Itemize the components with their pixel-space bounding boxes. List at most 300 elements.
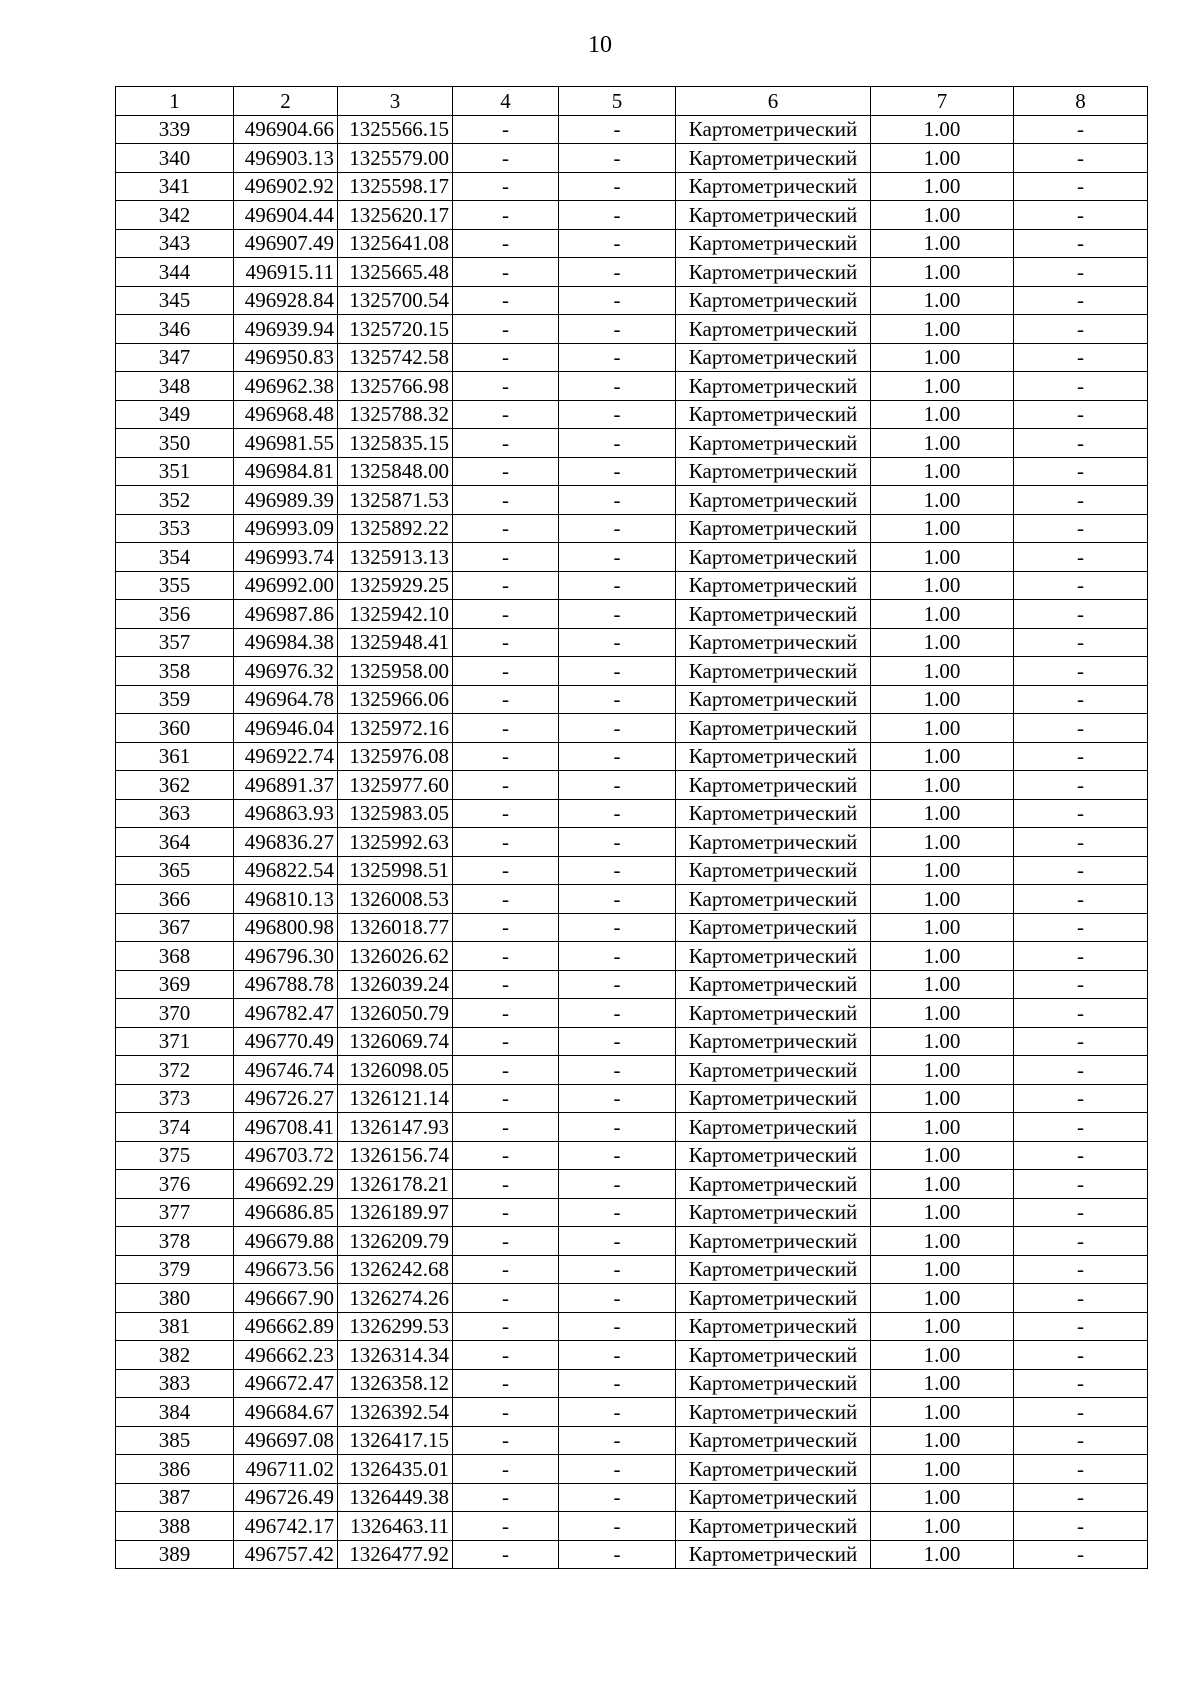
column-5-value-cell: - — [559, 628, 676, 657]
table-row — [116, 372, 1148, 401]
column-5-value-cell: - — [559, 828, 676, 857]
column-8-value-cell: - — [1014, 486, 1148, 515]
method-cell: Картометрический — [676, 1027, 871, 1056]
column-8-value-cell: - — [1014, 1312, 1148, 1341]
column-4-value-cell: - — [453, 486, 559, 515]
table-row — [116, 258, 1148, 287]
precision-cell: 1.00 — [871, 1027, 1014, 1056]
coordinate-y-cell: 1326435.01 — [338, 1455, 453, 1484]
table-row — [116, 771, 1148, 800]
table-row — [116, 1056, 1148, 1085]
coordinate-x-cell: 496981.55 — [234, 429, 338, 458]
column-4-value-cell: - — [453, 514, 559, 543]
method-cell: Картометрический — [676, 771, 871, 800]
method-cell: Картометрический — [676, 1312, 871, 1341]
table-row — [116, 1284, 1148, 1313]
method-cell: Картометрический — [676, 685, 871, 714]
column-4-value-cell: - — [453, 286, 559, 315]
column-8-value-cell: - — [1014, 429, 1148, 458]
point-number-cell: 352 — [116, 486, 234, 515]
point-number-cell: 347 — [116, 343, 234, 372]
point-number-cell: 345 — [116, 286, 234, 315]
table-row — [116, 600, 1148, 629]
column-8-value-cell: - — [1014, 970, 1148, 999]
coordinate-y-cell: 1325665.48 — [338, 258, 453, 287]
column-4-value-cell: - — [453, 1312, 559, 1341]
method-cell: Картометрический — [676, 286, 871, 315]
point-number-cell: 377 — [116, 1198, 234, 1227]
coordinate-x-cell: 496662.23 — [234, 1341, 338, 1370]
column-header: 6 — [676, 87, 871, 116]
coordinate-x-cell: 496907.49 — [234, 229, 338, 258]
column-5-value-cell: - — [559, 315, 676, 344]
table-row — [116, 628, 1148, 657]
table-row — [116, 429, 1148, 458]
table-row — [116, 856, 1148, 885]
column-5-value-cell: - — [559, 1255, 676, 1284]
page-number: 10 — [588, 32, 612, 58]
table-row — [116, 714, 1148, 743]
coordinate-y-cell: 1326463.11 — [338, 1512, 453, 1541]
method-cell: Картометрический — [676, 657, 871, 686]
coordinate-y-cell: 1325620.17 — [338, 201, 453, 230]
point-number-cell: 351 — [116, 457, 234, 486]
precision-cell: 1.00 — [871, 1170, 1014, 1199]
coordinate-y-cell: 1325977.60 — [338, 771, 453, 800]
coordinate-y-cell: 1326449.38 — [338, 1483, 453, 1512]
point-number-cell: 340 — [116, 144, 234, 173]
table-row — [116, 1170, 1148, 1199]
coordinate-y-cell: 1325579.00 — [338, 144, 453, 173]
table-row — [116, 885, 1148, 914]
column-8-value-cell: - — [1014, 1284, 1148, 1313]
precision-cell: 1.00 — [871, 628, 1014, 657]
coordinate-x-cell: 496984.38 — [234, 628, 338, 657]
point-number-cell: 362 — [116, 771, 234, 800]
method-cell: Картометрический — [676, 372, 871, 401]
coordinate-y-cell: 1325929.25 — [338, 571, 453, 600]
column-8-value-cell: - — [1014, 258, 1148, 287]
method-cell: Картометрический — [676, 1341, 871, 1370]
table-row — [116, 115, 1148, 144]
column-5-value-cell: - — [559, 1540, 676, 1569]
column-5-value-cell: - — [559, 400, 676, 429]
table-row — [116, 999, 1148, 1028]
coordinate-y-cell: 1325720.15 — [338, 315, 453, 344]
precision-cell: 1.00 — [871, 400, 1014, 429]
column-5-value-cell: - — [559, 1084, 676, 1113]
column-5-value-cell: - — [559, 1369, 676, 1398]
column-5-value-cell: - — [559, 685, 676, 714]
method-cell: Картометрический — [676, 1141, 871, 1170]
column-4-value-cell: - — [453, 685, 559, 714]
method-cell: Картометрический — [676, 913, 871, 942]
coordinate-y-cell: 1325766.98 — [338, 372, 453, 401]
table-row — [116, 742, 1148, 771]
column-8-value-cell: - — [1014, 913, 1148, 942]
point-number-cell: 356 — [116, 600, 234, 629]
point-number-cell: 354 — [116, 543, 234, 572]
precision-cell: 1.00 — [871, 457, 1014, 486]
column-8-value-cell: - — [1014, 372, 1148, 401]
coordinate-x-cell: 496976.32 — [234, 657, 338, 686]
column-4-value-cell: - — [453, 1056, 559, 1085]
point-number-cell: 386 — [116, 1455, 234, 1484]
table-row — [116, 942, 1148, 971]
coordinate-y-cell: 1325983.05 — [338, 799, 453, 828]
method-cell: Картометрический — [676, 885, 871, 914]
column-4-value-cell: - — [453, 970, 559, 999]
coordinate-x-cell: 496788.78 — [234, 970, 338, 999]
point-number-cell: 369 — [116, 970, 234, 999]
point-number-cell: 382 — [116, 1341, 234, 1370]
point-number-cell: 379 — [116, 1255, 234, 1284]
table-row — [116, 457, 1148, 486]
table-row — [116, 1540, 1148, 1569]
column-4-value-cell: - — [453, 628, 559, 657]
column-4-value-cell: - — [453, 1426, 559, 1455]
table-row — [116, 1027, 1148, 1056]
column-8-value-cell: - — [1014, 657, 1148, 686]
column-5-value-cell: - — [559, 1398, 676, 1427]
precision-cell: 1.00 — [871, 1398, 1014, 1427]
column-4-value-cell: - — [453, 1141, 559, 1170]
method-cell: Картометрический — [676, 486, 871, 515]
column-8-value-cell: - — [1014, 457, 1148, 486]
column-4-value-cell: - — [453, 828, 559, 857]
coordinate-x-cell: 496770.49 — [234, 1027, 338, 1056]
coordinate-y-cell: 1326299.53 — [338, 1312, 453, 1341]
precision-cell: 1.00 — [871, 856, 1014, 885]
column-4-value-cell: - — [453, 942, 559, 971]
column-5-value-cell: - — [559, 144, 676, 173]
column-8-value-cell: - — [1014, 1369, 1148, 1398]
column-4-value-cell: - — [453, 571, 559, 600]
coordinate-x-cell: 496782.47 — [234, 999, 338, 1028]
coordinate-y-cell: 1325835.15 — [338, 429, 453, 458]
column-8-value-cell: - — [1014, 1455, 1148, 1484]
column-4-value-cell: - — [453, 229, 559, 258]
coordinate-x-cell: 496742.17 — [234, 1512, 338, 1541]
column-header: 2 — [234, 87, 338, 116]
column-5-value-cell: - — [559, 571, 676, 600]
column-5-value-cell: - — [559, 201, 676, 230]
precision-cell: 1.00 — [871, 1255, 1014, 1284]
column-8-value-cell: - — [1014, 828, 1148, 857]
method-cell: Картометрический — [676, 600, 871, 629]
coordinate-x-cell: 496810.13 — [234, 885, 338, 914]
column-5-value-cell: - — [559, 1312, 676, 1341]
coordinate-x-cell: 496667.90 — [234, 1284, 338, 1313]
column-4-value-cell: - — [453, 856, 559, 885]
coordinate-y-cell: 1325998.51 — [338, 856, 453, 885]
coordinate-y-cell: 1325598.17 — [338, 172, 453, 201]
precision-cell: 1.00 — [871, 514, 1014, 543]
precision-cell: 1.00 — [871, 201, 1014, 230]
coordinate-y-cell: 1325958.00 — [338, 657, 453, 686]
coordinate-y-cell: 1326242.68 — [338, 1255, 453, 1284]
column-4-value-cell: - — [453, 999, 559, 1028]
table-row — [116, 1426, 1148, 1455]
table-row — [116, 913, 1148, 942]
column-8-value-cell: - — [1014, 799, 1148, 828]
coordinate-x-cell: 496922.74 — [234, 742, 338, 771]
coordinate-y-cell: 1326156.74 — [338, 1141, 453, 1170]
column-5-value-cell: - — [559, 885, 676, 914]
column-8-value-cell: - — [1014, 1341, 1148, 1370]
precision-cell: 1.00 — [871, 742, 1014, 771]
column-header: 5 — [559, 87, 676, 116]
point-number-cell: 346 — [116, 315, 234, 344]
point-number-cell: 371 — [116, 1027, 234, 1056]
method-cell: Картометрический — [676, 1255, 871, 1284]
point-number-cell: 358 — [116, 657, 234, 686]
method-cell: Картометрический — [676, 742, 871, 771]
point-number-cell: 388 — [116, 1512, 234, 1541]
coordinate-y-cell: 1325566.15 — [338, 115, 453, 144]
coordinate-y-cell: 1325992.63 — [338, 828, 453, 857]
coordinate-x-cell: 496992.00 — [234, 571, 338, 600]
method-cell: Картометрический — [676, 343, 871, 372]
precision-cell: 1.00 — [871, 913, 1014, 942]
coordinate-x-cell: 496993.09 — [234, 514, 338, 543]
precision-cell: 1.00 — [871, 1540, 1014, 1569]
point-number-cell: 389 — [116, 1540, 234, 1569]
precision-cell: 1.00 — [871, 1056, 1014, 1085]
precision-cell: 1.00 — [871, 1512, 1014, 1541]
column-8-value-cell: - — [1014, 742, 1148, 771]
coordinate-x-cell: 496939.94 — [234, 315, 338, 344]
column-header: 4 — [453, 87, 559, 116]
column-8-value-cell: - — [1014, 315, 1148, 344]
column-5-value-cell: - — [559, 486, 676, 515]
coordinate-y-cell: 1325892.22 — [338, 514, 453, 543]
column-8-value-cell: - — [1014, 286, 1148, 315]
column-5-value-cell: - — [559, 856, 676, 885]
coordinate-y-cell: 1325700.54 — [338, 286, 453, 315]
column-4-value-cell: - — [453, 913, 559, 942]
column-4-value-cell: - — [453, 201, 559, 230]
method-cell: Картометрический — [676, 1426, 871, 1455]
column-8-value-cell: - — [1014, 1056, 1148, 1085]
method-cell: Картометрический — [676, 1284, 871, 1313]
table-row — [116, 1341, 1148, 1370]
precision-cell: 1.00 — [871, 343, 1014, 372]
coordinate-y-cell: 1326050.79 — [338, 999, 453, 1028]
column-4-value-cell: - — [453, 1084, 559, 1113]
column-5-value-cell: - — [559, 372, 676, 401]
column-5-value-cell: - — [559, 115, 676, 144]
method-cell: Картометрический — [676, 315, 871, 344]
method-cell: Картометрический — [676, 1398, 871, 1427]
column-5-value-cell: - — [559, 1198, 676, 1227]
column-5-value-cell: - — [559, 514, 676, 543]
coordinate-x-cell: 496746.74 — [234, 1056, 338, 1085]
method-cell: Картометрический — [676, 400, 871, 429]
point-number-cell: 355 — [116, 571, 234, 600]
point-number-cell: 384 — [116, 1398, 234, 1427]
column-4-value-cell: - — [453, 343, 559, 372]
point-number-cell: 348 — [116, 372, 234, 401]
method-cell: Картометрический — [676, 258, 871, 287]
column-8-value-cell: - — [1014, 1255, 1148, 1284]
precision-cell: 1.00 — [871, 657, 1014, 686]
coordinate-x-cell: 496703.72 — [234, 1141, 338, 1170]
column-4-value-cell: - — [453, 1455, 559, 1484]
precision-cell: 1.00 — [871, 1312, 1014, 1341]
precision-cell: 1.00 — [871, 942, 1014, 971]
method-cell: Картометрический — [676, 1455, 871, 1484]
column-4-value-cell: - — [453, 457, 559, 486]
column-8-value-cell: - — [1014, 1198, 1148, 1227]
table-row — [116, 970, 1148, 999]
precision-cell: 1.00 — [871, 600, 1014, 629]
method-cell: Картометрический — [676, 999, 871, 1028]
precision-cell: 1.00 — [871, 1084, 1014, 1113]
table-row — [116, 229, 1148, 258]
coordinate-x-cell: 496903.13 — [234, 144, 338, 173]
method-cell: Картометрический — [676, 172, 871, 201]
point-number-cell: 366 — [116, 885, 234, 914]
precision-cell: 1.00 — [871, 1426, 1014, 1455]
column-8-value-cell: - — [1014, 201, 1148, 230]
column-8-value-cell: - — [1014, 1398, 1148, 1427]
coordinate-y-cell: 1326178.21 — [338, 1170, 453, 1199]
coordinate-x-cell: 496684.67 — [234, 1398, 338, 1427]
column-8-value-cell: - — [1014, 1027, 1148, 1056]
point-number-cell: 360 — [116, 714, 234, 743]
coordinate-y-cell: 1325788.32 — [338, 400, 453, 429]
point-number-cell: 387 — [116, 1483, 234, 1512]
column-4-value-cell: - — [453, 400, 559, 429]
precision-cell: 1.00 — [871, 1227, 1014, 1256]
coordinate-x-cell: 496662.89 — [234, 1312, 338, 1341]
column-5-value-cell: - — [559, 1113, 676, 1142]
precision-cell: 1.00 — [871, 828, 1014, 857]
column-5-value-cell: - — [559, 657, 676, 686]
table-row — [116, 144, 1148, 173]
method-cell: Картометрический — [676, 628, 871, 657]
method-cell: Картометрический — [676, 457, 871, 486]
method-cell: Картометрический — [676, 229, 871, 258]
point-number-cell: 383 — [116, 1369, 234, 1398]
column-5-value-cell: - — [559, 742, 676, 771]
column-8-value-cell: - — [1014, 685, 1148, 714]
coordinate-x-cell: 496672.47 — [234, 1369, 338, 1398]
column-8-value-cell: - — [1014, 571, 1148, 600]
point-number-cell: 361 — [116, 742, 234, 771]
coordinate-y-cell: 1326121.14 — [338, 1084, 453, 1113]
method-cell: Картометрический — [676, 828, 871, 857]
method-cell: Картометрический — [676, 429, 871, 458]
point-number-cell: 357 — [116, 628, 234, 657]
coordinate-y-cell: 1326417.15 — [338, 1426, 453, 1455]
coordinate-y-cell: 1326018.77 — [338, 913, 453, 942]
column-4-value-cell: - — [453, 315, 559, 344]
column-5-value-cell: - — [559, 600, 676, 629]
coordinate-x-cell: 496950.83 — [234, 343, 338, 372]
column-8-value-cell: - — [1014, 1512, 1148, 1541]
method-cell: Картометрический — [676, 115, 871, 144]
coordinate-y-cell: 1325948.41 — [338, 628, 453, 657]
column-8-value-cell: - — [1014, 1113, 1148, 1142]
table-header-row — [116, 87, 1148, 116]
method-cell: Картометрический — [676, 1369, 871, 1398]
point-number-cell: 372 — [116, 1056, 234, 1085]
column-8-value-cell: - — [1014, 1170, 1148, 1199]
column-8-value-cell: - — [1014, 543, 1148, 572]
coordinate-x-cell: 496673.56 — [234, 1255, 338, 1284]
table-row — [116, 799, 1148, 828]
column-5-value-cell: - — [559, 172, 676, 201]
point-number-cell: 375 — [116, 1141, 234, 1170]
column-8-value-cell: - — [1014, 1084, 1148, 1113]
point-number-cell: 368 — [116, 942, 234, 971]
column-header: 1 — [116, 87, 234, 116]
table-row — [116, 1312, 1148, 1341]
column-4-value-cell: - — [453, 1540, 559, 1569]
table-row — [116, 486, 1148, 515]
method-cell: Картометрический — [676, 571, 871, 600]
table-row — [116, 1455, 1148, 1484]
column-5-value-cell: - — [559, 1027, 676, 1056]
point-number-cell: 349 — [116, 400, 234, 429]
coordinate-y-cell: 1326026.62 — [338, 942, 453, 971]
table-row — [116, 315, 1148, 344]
table-row — [116, 1227, 1148, 1256]
coordinate-y-cell: 1326477.92 — [338, 1540, 453, 1569]
column-8-value-cell: - — [1014, 229, 1148, 258]
point-number-cell: 363 — [116, 799, 234, 828]
column-4-value-cell: - — [453, 1284, 559, 1313]
column-5-value-cell: - — [559, 942, 676, 971]
column-8-value-cell: - — [1014, 1227, 1148, 1256]
table-row — [116, 1084, 1148, 1113]
coordinate-x-cell: 496902.92 — [234, 172, 338, 201]
column-5-value-cell: - — [559, 258, 676, 287]
column-5-value-cell: - — [559, 1483, 676, 1512]
point-number-cell: 364 — [116, 828, 234, 857]
column-8-value-cell: - — [1014, 856, 1148, 885]
column-5-value-cell: - — [559, 771, 676, 800]
column-8-value-cell: - — [1014, 1426, 1148, 1455]
coordinate-y-cell: 1326314.34 — [338, 1341, 453, 1370]
column-8-value-cell: - — [1014, 942, 1148, 971]
column-4-value-cell: - — [453, 372, 559, 401]
coordinate-x-cell: 496726.49 — [234, 1483, 338, 1512]
column-4-value-cell: - — [453, 799, 559, 828]
table-row — [116, 1255, 1148, 1284]
coordinate-y-cell: 1326209.79 — [338, 1227, 453, 1256]
coordinate-x-cell: 496904.66 — [234, 115, 338, 144]
coordinate-x-cell: 496984.81 — [234, 457, 338, 486]
column-5-value-cell: - — [559, 1455, 676, 1484]
column-4-value-cell: - — [453, 1369, 559, 1398]
method-cell: Картометрический — [676, 1540, 871, 1569]
coordinates-table — [115, 86, 1148, 1569]
table-row — [116, 828, 1148, 857]
column-4-value-cell: - — [453, 600, 559, 629]
precision-cell: 1.00 — [871, 771, 1014, 800]
coordinate-y-cell: 1326147.93 — [338, 1113, 453, 1142]
table-row — [116, 1141, 1148, 1170]
method-cell: Картометрический — [676, 144, 871, 173]
coordinate-y-cell: 1326098.05 — [338, 1056, 453, 1085]
column-5-value-cell: - — [559, 714, 676, 743]
precision-cell: 1.00 — [871, 315, 1014, 344]
point-number-cell: 343 — [116, 229, 234, 258]
table-row — [116, 1198, 1148, 1227]
